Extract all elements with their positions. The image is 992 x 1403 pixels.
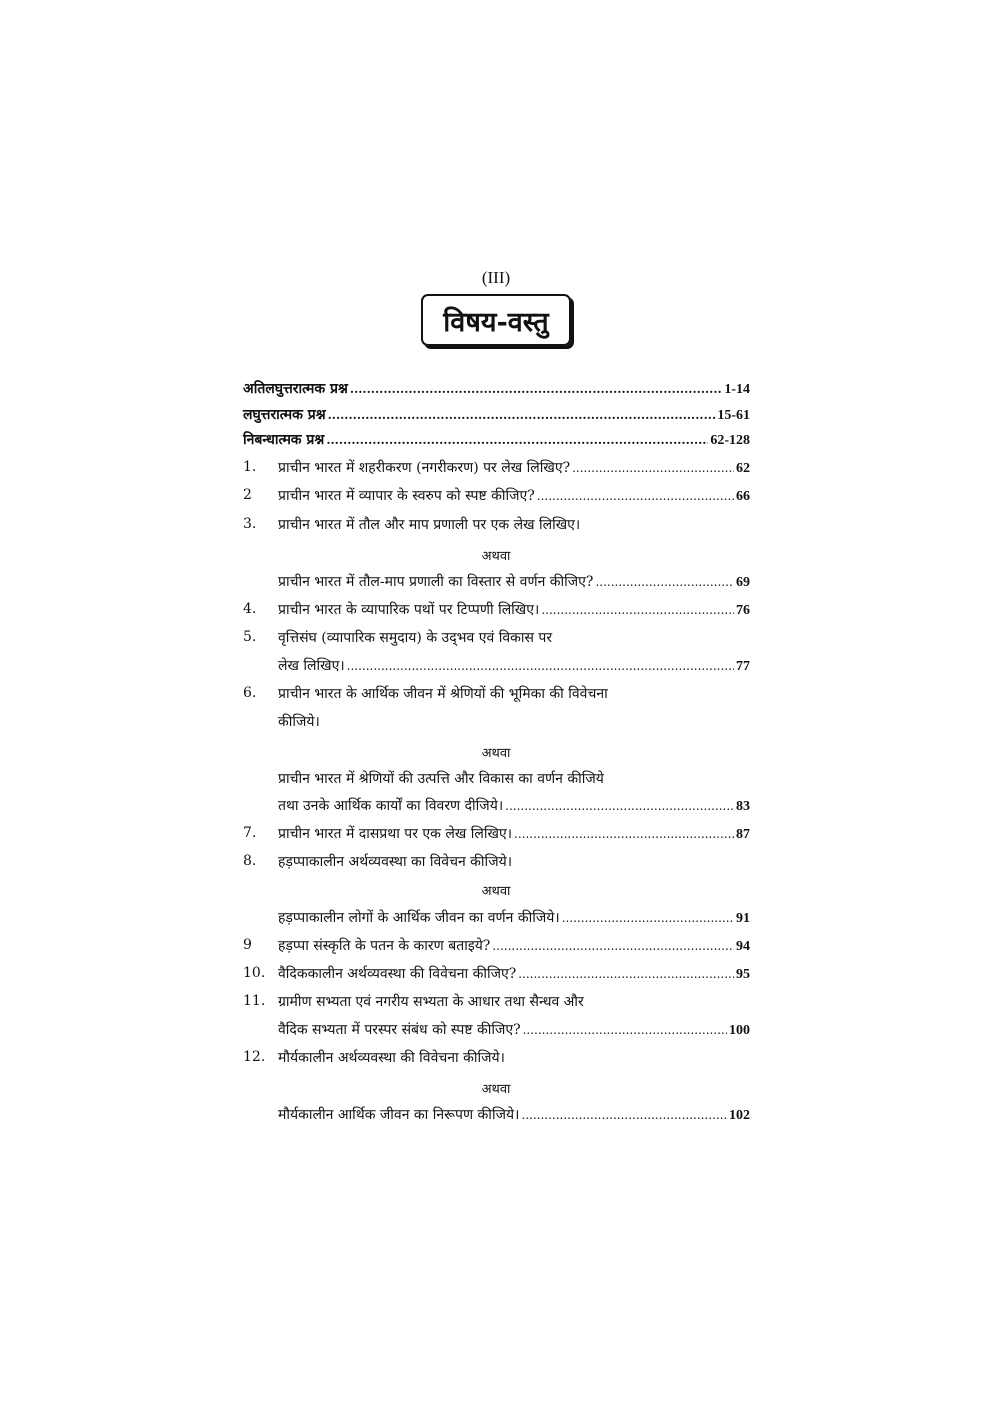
toc-entry — [0, 626, 992, 652]
entry-number: 7. — [243, 825, 257, 841]
entry-title: वैदिककालीन अर्थव्यवस्था की विवेचना कीजिए? — [278, 966, 517, 982]
dot-leader — [521, 1108, 727, 1122]
dot-leader — [350, 382, 722, 396]
dot-leader — [326, 433, 708, 447]
entry-title: कीजिये। — [278, 714, 320, 730]
entry-title: लघुत्तरात्मक प्रश्न — [243, 407, 326, 423]
entry-number: 8. — [243, 853, 257, 869]
athva-separator: अथवा — [481, 884, 511, 899]
toc-entry — [0, 513, 992, 539]
entry-number: 3. — [243, 516, 257, 532]
entry-number: 11. — [243, 993, 266, 1009]
toc-entry — [0, 906, 992, 932]
entry-title: प्राचीन भारत में तौल-माप प्रणाली का विस्तार से वर्णन कीजिए? — [278, 574, 594, 590]
entry-page: 91 — [736, 911, 750, 926]
athva-separator: अथवा — [481, 549, 511, 564]
toc-entry — [0, 767, 992, 793]
entry-page: 87 — [736, 827, 750, 842]
dot-leader — [537, 489, 734, 503]
entry-page: 77 — [736, 659, 750, 674]
entry-number: 12. — [243, 1049, 266, 1065]
entry-title: प्राचीन भारत में व्यापार के स्वरुप को स्पष्ट कीजिए? — [278, 488, 535, 504]
entry-title: निबन्धात्मक प्रश्न — [243, 432, 325, 448]
entry-number: 1. — [243, 459, 257, 475]
toc-entry — [0, 456, 992, 482]
dot-leader — [347, 659, 734, 673]
dot-leader — [523, 1023, 727, 1037]
toc-entry — [0, 682, 992, 708]
entry-title: मौर्यकालीन अर्थव्यवस्था की विवेचना कीजिये। — [278, 1050, 505, 1066]
dot-leader — [514, 827, 734, 841]
entry-title: वैदिक सभ्यता में परस्पर संबंध को स्पष्ट कीजिए? — [278, 1022, 521, 1038]
dot-leader — [518, 967, 734, 981]
dot-leader — [505, 799, 734, 813]
entry-number: 4. — [243, 601, 257, 617]
entry-page: 66 — [736, 489, 750, 504]
entry-title: प्राचीन भारत में दासप्रथा पर एक लेख लिखिए। — [278, 826, 512, 842]
entry-title: तथा उनके आर्थिक कार्यों का विवरण दीजिये। — [278, 798, 504, 814]
entry-title: प्राचीन भारत में तौल और माप प्रणाली पर एक लेख लिखिए। — [278, 517, 581, 533]
entry-page: 95 — [736, 967, 750, 982]
entry-title: हड़प्पा संस्कृति के पतन के कारण बताइये? — [278, 938, 491, 954]
athva-separator: अथवा — [481, 746, 511, 761]
entry-title: प्राचीन भारत में शहरीकरण (नगरीकरण) पर लेख लिखिए? — [278, 460, 571, 476]
toc-entry — [0, 570, 992, 596]
dot-leader — [572, 461, 734, 475]
entry-title: लेख लिखिए। — [278, 658, 345, 674]
toc-entry — [0, 934, 992, 960]
page-number: (III) — [481, 268, 511, 287]
entry-number: 5. — [243, 629, 257, 645]
dot-leader — [541, 603, 734, 617]
entry-title: हड़प्पाकालीन लोगों के आर्थिक जीवन का वर्णन कीजिये। — [278, 910, 560, 926]
toc-entry — [0, 484, 992, 510]
entry-title: हड़प्पाकालीन अर्थव्यवस्था का विवेचन कीजिये। — [278, 854, 513, 870]
toc-entry — [0, 990, 992, 1016]
entry-number: 9 — [243, 937, 252, 953]
toc-entry — [0, 710, 992, 736]
section-row — [0, 377, 992, 403]
entry-page: 62-128 — [710, 433, 750, 448]
entry-title: प्राचीन भारत के व्यापारिक पथों पर टिप्पणी लिखिए। — [278, 602, 540, 618]
toc-entry — [0, 962, 992, 988]
dot-leader — [492, 939, 734, 953]
entry-title: मौर्यकालीन आर्थिक जीवन का निरूपण कीजिये। — [278, 1107, 520, 1123]
entry-title: अतिलघुत्तरात्मक प्रश्न — [243, 381, 348, 397]
toc-title: विषय-वस्तु — [421, 294, 571, 346]
toc-entry — [0, 598, 992, 624]
entry-page: 15-61 — [717, 408, 750, 423]
entry-page: 102 — [729, 1108, 750, 1123]
entry-number: 10. — [243, 965, 266, 981]
entry-number: 2 — [243, 487, 252, 503]
toc-entry — [0, 794, 992, 820]
athva-separator: अथवा — [481, 1082, 511, 1097]
section-row — [0, 428, 992, 454]
dot-leader — [328, 408, 716, 422]
entry-page: 76 — [736, 603, 750, 618]
entry-page: 94 — [736, 939, 750, 954]
toc-entry — [0, 850, 992, 876]
toc-entry — [0, 1103, 992, 1129]
dot-leader — [595, 575, 734, 589]
entry-page: 83 — [736, 799, 750, 814]
entry-title: वृत्तिसंघ (व्यापारिक समुदाय) के उद्‌भव एवं विकास पर — [278, 630, 553, 646]
entry-number: 6. — [243, 685, 257, 701]
entry-title: प्राचीन भारत के आर्थिक जीवन में श्रेणियों की भूमिका की विवेचना — [278, 686, 608, 702]
entry-page: 1-14 — [724, 382, 750, 397]
entry-title: ग्रामीण सभ्यता एवं नगरीय सभ्यता के आधार तथा सैन्धव और — [278, 994, 584, 1010]
entry-title: प्राचीन भारत में श्रेणियों की उत्पत्ति और विकास का वर्णन कीजिये — [278, 771, 604, 787]
entry-page: 62 — [736, 461, 750, 476]
entry-page: 69 — [736, 575, 750, 590]
dot-leader — [562, 911, 734, 925]
section-row — [0, 403, 992, 429]
toc-entry — [0, 822, 992, 848]
toc-entry — [0, 1046, 992, 1072]
toc-entry — [0, 654, 992, 680]
toc-entry — [0, 1018, 992, 1044]
entry-page: 100 — [729, 1023, 750, 1038]
